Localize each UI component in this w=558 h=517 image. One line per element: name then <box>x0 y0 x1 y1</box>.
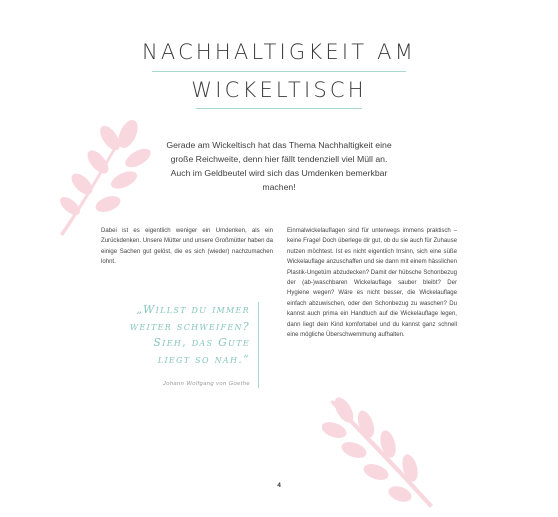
intro-paragraph: Gerade am Wickeltisch hat das Thema Nachhaltigkeit eine große Reichweite, denn hier fällt tendenziell viel Müll an. Auch im Geldbeutel wird sich das Umdenken bemerkbar machen! <box>166 140 392 192</box>
leaf-ornament-left-icon <box>52 118 152 238</box>
body-text-right: Einmalwickelauflagen sind für unterwegs immens praktisch – keine Frage! Doch überlege dir gut, ob du sie auch für Zuhause nutzen möchtest. Ist es nicht eigentlich Irrsinn, sich eine süße Wickelauflage anzuschaffen und sie dann mit einem hässlichen Plastik-Ungetüm abzudecken? Damit der hübsche Schonbezug der (ab-)waschbaren Wickelauflage sauber bleibt? Der Hygiene wegen? Wäre es nicht besser, die Wickelauflage einfach abzuwischen, oder den Schonbezug zu waschen? Du kannst auch prima ein Handtuch auf die Wickelauflage legen, dann liegt dein Kind komfortabel und du kannst ganz schnell eine mögliche Überschwemmung aufhalten. <box>287 228 457 339</box>
page-title-line-1: NACHHALTIGKEIT AM <box>141 40 417 64</box>
quote-divider <box>258 302 259 388</box>
body-text-left: Dabei ist es eigentlich weniger ein Umdenken, als ein Zurückdenken. Unsere Mütter und unsere Großmütter haben da einige Sachen gut gelöst, die es sich (wieder) nachzumachen lohnt. <box>101 228 273 266</box>
leaf-ornament-right-icon <box>322 396 437 511</box>
page-title-line-2: WICKELTISCH <box>191 78 367 102</box>
title-underline-2 <box>196 108 362 109</box>
quote-author: Johann Wolfgang von Goethe <box>162 381 250 387</box>
title-underline-1 <box>152 71 406 72</box>
page-number: 4 <box>277 482 281 489</box>
pull-quote: „Willst du immer weiter schweifen? Sieh, das Gute liegt so nah.“ <box>129 303 250 366</box>
